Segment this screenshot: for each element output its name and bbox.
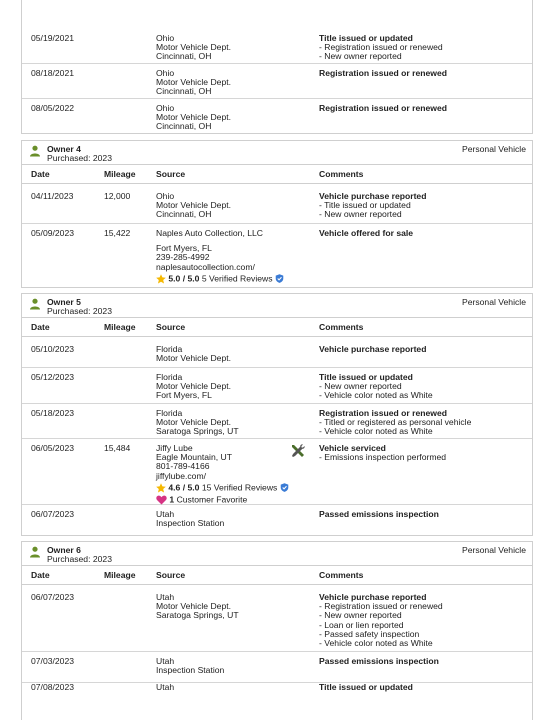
comment-item: - Passed safety inspection: [319, 628, 420, 639]
table-row: [22, 64, 532, 99]
person-icon: [29, 298, 41, 310]
comment-item: - Registration issued or renewed: [319, 42, 443, 53]
source-line: Saratoga Springs, UT: [156, 610, 239, 621]
owner-header: [22, 542, 532, 566]
table-row: [22, 99, 532, 134]
table-row: [22, 368, 532, 404]
row-date: 07/03/2023: [31, 656, 75, 666]
source-line: Fort Myers, FL: [156, 243, 212, 254]
column-header-date: Date: [31, 322, 50, 332]
customer-favorite: [156, 495, 289, 505]
comment-title: Registration issued or renewed: [319, 103, 447, 113]
star-icon: [156, 274, 166, 284]
source-line: Motor Vehicle Dept.: [156, 77, 231, 88]
row-date: 04/11/2023: [31, 191, 74, 201]
owner-name: Owner 5: [47, 297, 81, 307]
source-line: Ohio: [156, 33, 175, 43]
source-line: Inspection Station: [156, 518, 225, 529]
row-source: [156, 593, 239, 621]
owner-6-section: [21, 541, 533, 720]
row-source: [156, 104, 231, 132]
comment-item: - New owner reported: [319, 610, 402, 621]
source-line: Cincinnati, OH: [156, 209, 212, 220]
comment-title: Passed emissions inspection: [319, 656, 439, 666]
column-header-comments: Comments: [319, 322, 364, 332]
column-header-row: [22, 566, 532, 585]
rating-score: 5.0 / 5.0: [168, 273, 200, 284]
owner-header: [22, 294, 532, 318]
rating-reviews: 15 Verified Reviews: [201, 482, 278, 493]
column-header-comments: Comments: [319, 570, 364, 580]
row-date: 05/18/2023: [31, 408, 75, 418]
source-line: Utah: [156, 592, 175, 602]
comment-title: Registration issued or renewed: [319, 408, 447, 418]
row-date: 05/09/2023: [31, 228, 75, 238]
row-date: 05/12/2023: [31, 372, 75, 382]
source-line: Fort Myers, FL: [156, 390, 212, 401]
row-date: 05/19/2021: [31, 33, 75, 43]
owner-vehicle-type: Personal Vehicle: [461, 144, 526, 154]
source-line: Ohio: [156, 68, 175, 78]
comment-title: Title issued or updated: [319, 372, 413, 382]
comment-item: - Titled or registered as personal vehicle: [319, 417, 472, 428]
column-header-row: [22, 318, 532, 337]
row-source: [156, 229, 284, 284]
rating[interactable]: [156, 274, 284, 284]
source-line: Motor Vehicle Dept.: [156, 381, 231, 392]
source-link[interactable]: naplesautocollection.com/: [156, 261, 255, 272]
table-row: [22, 224, 532, 288]
column-header-row: [22, 165, 532, 184]
source-line: Saratoga Springs, UT: [156, 426, 239, 437]
heart-icon: [156, 495, 167, 505]
comment-item: - New owner reported: [319, 51, 402, 62]
column-header-source: Source: [156, 322, 186, 332]
comment-item: - Loan or lien reported: [319, 619, 404, 630]
table-row: [22, 337, 532, 368]
row-mileage: 15,422: [104, 228, 131, 238]
column-header-date: Date: [31, 169, 50, 179]
comment-item: - Vehicle color noted as White: [319, 426, 433, 437]
owner-name: Owner 4: [47, 144, 81, 154]
verified-icon: [275, 274, 284, 283]
comment-title: Vehicle purchase reported: [319, 344, 427, 354]
row-date: 05/10/2023: [31, 344, 75, 354]
source-line: 801-789-4166: [156, 461, 210, 472]
row-date: 06/05/2023: [31, 443, 75, 453]
row-source: [156, 683, 174, 692]
row-source: [156, 69, 231, 97]
row-comments: [319, 444, 446, 462]
row-source: [156, 373, 231, 401]
owner-purchased: Purchased: 2023: [47, 153, 112, 163]
source-line: Florida: [156, 344, 183, 354]
row-mileage: 15,484: [104, 443, 131, 453]
source-line: Ohio: [156, 103, 175, 113]
comment-title: Title issued or updated: [319, 33, 413, 43]
row-source: [156, 444, 289, 505]
owner-header: [22, 141, 532, 165]
owner-name: Owner 6: [47, 545, 81, 555]
table-row: [22, 652, 532, 683]
comment-title: Vehicle serviced: [319, 443, 386, 453]
person-icon: [29, 145, 41, 157]
source-line: Motor Vehicle Dept.: [156, 601, 231, 612]
owner-purchased: Purchased: 2023: [47, 554, 112, 564]
star-icon: [156, 483, 166, 493]
row-source: [156, 510, 224, 528]
wrench-screwdriver-icon: [290, 443, 306, 459]
table-row: [22, 0, 532, 64]
comment-item: - Emissions inspection performed: [319, 452, 447, 463]
table-row: [22, 585, 532, 652]
column-header-source: Source: [156, 169, 186, 179]
favorite-label: Customer Favorite: [176, 494, 248, 505]
row-source: [156, 657, 224, 675]
column-header-mileage: Mileage: [104, 169, 136, 179]
row-date: 06/07/2023: [31, 509, 75, 519]
source-line: Motor Vehicle Dept.: [156, 353, 231, 364]
rating-reviews: 5 Verified Reviews: [201, 273, 273, 284]
table-row: [22, 505, 532, 536]
row-date: 08/18/2021: [31, 68, 75, 78]
comment-item: - New owner reported: [319, 209, 402, 220]
column-header-comments: Comments: [319, 169, 364, 179]
previous-owner-section: [21, 0, 533, 134]
row-source: [156, 345, 231, 363]
comment-title: Registration issued or renewed: [319, 68, 447, 78]
row-comments: [319, 409, 471, 437]
source-line: 239-285-4992: [156, 252, 210, 263]
owner-5-section: [21, 293, 533, 536]
source-line: Utah: [156, 682, 175, 692]
row-date: 07/08/2023: [31, 682, 75, 692]
source-line: Motor Vehicle Dept.: [156, 112, 231, 123]
source-line[interactable]: Jiffy Lube: [156, 443, 193, 453]
source-line: Eagle Mountain, UT: [156, 452, 232, 463]
source-line: Motor Vehicle Dept.: [156, 200, 231, 211]
table-row: [22, 404, 532, 439]
source-line: Utah: [156, 509, 175, 519]
column-header-mileage: Mileage: [104, 570, 136, 580]
column-header-date: Date: [31, 570, 50, 580]
row-comments: [319, 34, 443, 62]
row-mileage: 12,000: [104, 191, 131, 201]
row-comments: [319, 373, 433, 401]
owner-purchased: Purchased: 2023: [47, 306, 112, 316]
source-line: Motor Vehicle Dept.: [156, 42, 231, 53]
source-line: Motor Vehicle Dept.: [156, 417, 231, 428]
source-line: Florida: [156, 408, 183, 418]
comment-item: - Title issued or updated: [319, 200, 411, 211]
row-date: 08/05/2022: [31, 103, 75, 113]
source-line: Cincinnati, OH: [156, 121, 212, 132]
comment-title: Passed emissions inspection: [319, 509, 439, 519]
comment-item: - Vehicle color noted as White: [319, 638, 433, 649]
source-line: Utah: [156, 656, 175, 666]
source-line: Ohio: [156, 191, 175, 201]
row-date: 06/07/2023: [31, 592, 75, 602]
owner-vehicle-type: Personal Vehicle: [461, 545, 526, 555]
comment-title: Vehicle purchase reported: [319, 191, 427, 201]
comment-title: Title issued or updated: [319, 682, 413, 692]
table-row: [22, 184, 532, 224]
row-comments: [319, 593, 443, 648]
owner-4-section: [21, 140, 533, 288]
row-source: [156, 192, 231, 220]
verified-icon: [280, 483, 289, 492]
row-comments: [319, 192, 426, 220]
column-header-mileage: Mileage: [104, 322, 136, 332]
table-row: [22, 683, 532, 720]
comment-item: - Vehicle color noted as White: [319, 390, 433, 401]
source-line[interactable]: Naples Auto Collection, LLC: [156, 228, 264, 238]
source-line: Cincinnati, OH: [156, 86, 212, 97]
person-icon: [29, 546, 41, 558]
row-source: [156, 34, 231, 62]
source-line: Cincinnati, OH: [156, 51, 212, 62]
table-row: [22, 439, 532, 505]
source-line: Florida: [156, 372, 183, 382]
rating[interactable]: [156, 483, 289, 493]
column-header-source: Source: [156, 570, 186, 580]
comment-item: - New owner reported: [319, 381, 402, 392]
comment-title: Vehicle offered for sale: [319, 228, 414, 238]
owner-vehicle-type: Personal Vehicle: [461, 297, 526, 307]
rating-score: 4.6 / 5.0: [168, 482, 200, 493]
source-line: Inspection Station: [156, 665, 225, 676]
source-link[interactable]: jiffylube.com/: [156, 470, 206, 481]
row-source: [156, 409, 239, 437]
comment-title: Vehicle purchase reported: [319, 592, 427, 602]
comment-item: - Registration issued or renewed: [319, 601, 443, 612]
favorite-count: 1: [169, 494, 175, 505]
